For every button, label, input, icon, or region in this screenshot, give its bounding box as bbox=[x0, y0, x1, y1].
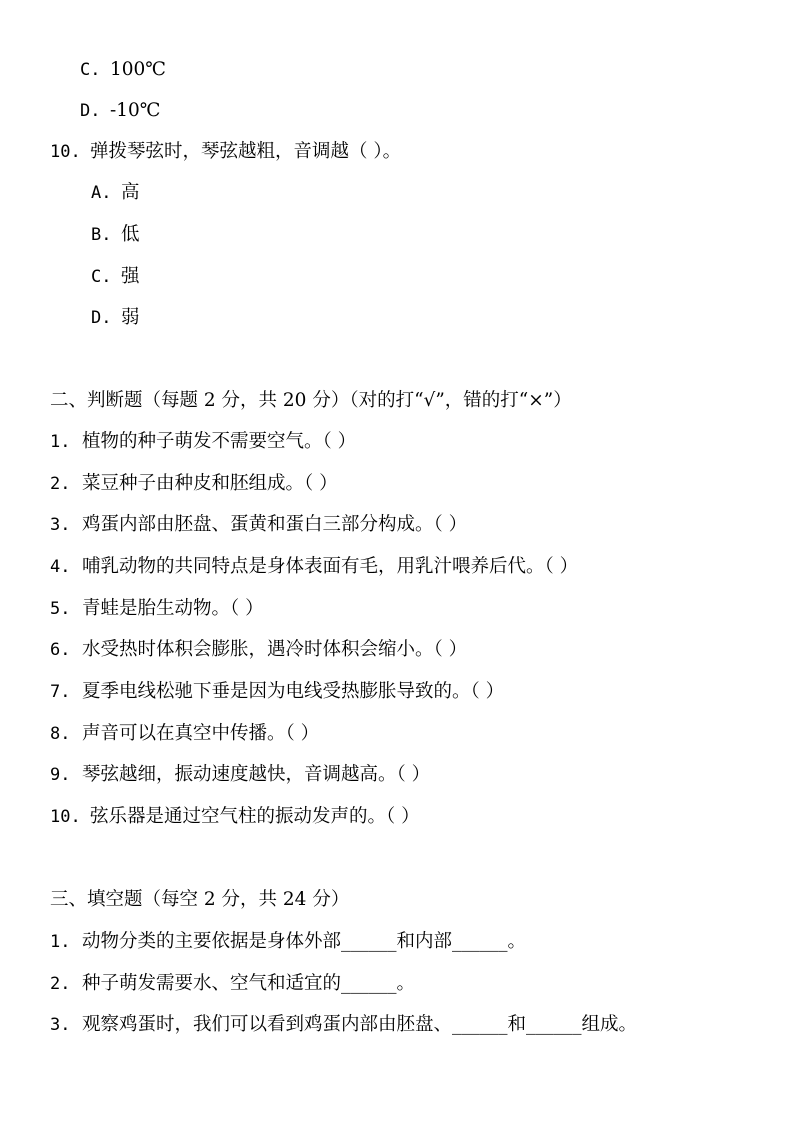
item-text: 观察鸡蛋时，我们可以看到鸡蛋内部由胚盘、______和______组成。 bbox=[82, 1014, 638, 1035]
question-text: 弹拨琴弦时，琴弦越粗，音调越（ ）。 bbox=[90, 141, 402, 162]
judge-item-7 bbox=[50, 680, 504, 704]
option-text: -10℃ bbox=[110, 100, 161, 121]
question-10 bbox=[50, 140, 401, 164]
fill-item-3 bbox=[50, 1013, 637, 1037]
judge-item-8 bbox=[50, 722, 319, 746]
item-text: 鸡蛋内部由胚盘、蛋黄和蛋白三部分构成。（ ） bbox=[82, 514, 468, 535]
item-text: 哺乳动物的共同特点是身体表面有毛，用乳汁喂养后代。（ ） bbox=[82, 556, 579, 577]
option-text: 强 bbox=[121, 266, 140, 287]
item-number: 8. bbox=[50, 724, 71, 744]
item-text: 水受热时体积会膨胀，遇冷时体积会缩小。（ ） bbox=[82, 639, 468, 660]
item-number: 3. bbox=[50, 1015, 71, 1035]
judge-item-1 bbox=[50, 430, 356, 454]
item-number: 2. bbox=[50, 974, 71, 994]
item-text: 青蛙是胎生动物。（ ） bbox=[82, 598, 264, 619]
q9-option-d bbox=[80, 99, 161, 123]
option-text: 弱 bbox=[121, 307, 140, 328]
item-number: 7. bbox=[50, 682, 71, 702]
q9-option-c bbox=[80, 58, 166, 82]
option-text: 低 bbox=[121, 224, 140, 245]
option-letter: C. bbox=[80, 60, 101, 80]
item-number: 5. bbox=[50, 599, 71, 619]
option-text: 高 bbox=[121, 182, 140, 203]
option-letter: D. bbox=[80, 101, 101, 121]
judge-item-9 bbox=[50, 763, 430, 787]
item-number: 1. bbox=[50, 432, 71, 452]
item-number: 9. bbox=[50, 765, 71, 785]
judge-item-6 bbox=[50, 638, 467, 662]
option-letter: A. bbox=[91, 183, 112, 203]
q10-option-b bbox=[91, 223, 140, 247]
item-text: 植物的种子萌发不需要空气。（ ） bbox=[82, 431, 357, 452]
item-text: 菜豆种子由种皮和胚组成。（ ） bbox=[82, 473, 338, 494]
item-number: 4. bbox=[50, 557, 71, 577]
section-2-title: 二、判断题（每题 2 分，共 20 分）（对的打“√”，错的打“×”） bbox=[50, 390, 572, 411]
section-3-title: 三、填空题（每空 2 分，共 24 分） bbox=[50, 889, 350, 910]
item-number: 1. bbox=[50, 932, 71, 952]
item-text: 夏季电线松驰下垂是因为电线受热膨胀导致的。（ ） bbox=[82, 681, 505, 702]
option-letter: B. bbox=[91, 225, 112, 245]
item-text: 声音可以在真空中传播。（ ） bbox=[82, 723, 320, 744]
q10-option-a bbox=[91, 181, 140, 205]
q10-option-d bbox=[91, 306, 140, 330]
judge-item-2 bbox=[50, 472, 338, 496]
judge-item-10 bbox=[50, 805, 420, 829]
item-text: 弦乐器是通过空气柱的振动发声的。（ ） bbox=[90, 806, 420, 827]
judge-item-4 bbox=[50, 555, 578, 579]
judge-item-3 bbox=[50, 513, 467, 537]
item-text: 琴弦越细，振动速度越快，音调越高。（ ） bbox=[82, 764, 431, 785]
option-letter: D. bbox=[91, 308, 112, 328]
judge-item-5 bbox=[50, 597, 264, 621]
item-text: 动物分类的主要依据是身体外部______和内部______。 bbox=[82, 931, 527, 952]
option-letter: C. bbox=[91, 267, 112, 287]
item-text: 种子萌发需要水、空气和适宜的______。 bbox=[82, 973, 416, 994]
question-number: 10. bbox=[50, 142, 81, 162]
option-text: 100℃ bbox=[110, 59, 167, 80]
item-number: 3. bbox=[50, 515, 71, 535]
item-number: 2. bbox=[50, 474, 71, 494]
item-number: 10. bbox=[50, 807, 81, 827]
fill-item-2 bbox=[50, 972, 415, 996]
item-number: 6. bbox=[50, 640, 71, 660]
q10-option-c bbox=[91, 265, 140, 289]
fill-item-1 bbox=[50, 930, 526, 954]
